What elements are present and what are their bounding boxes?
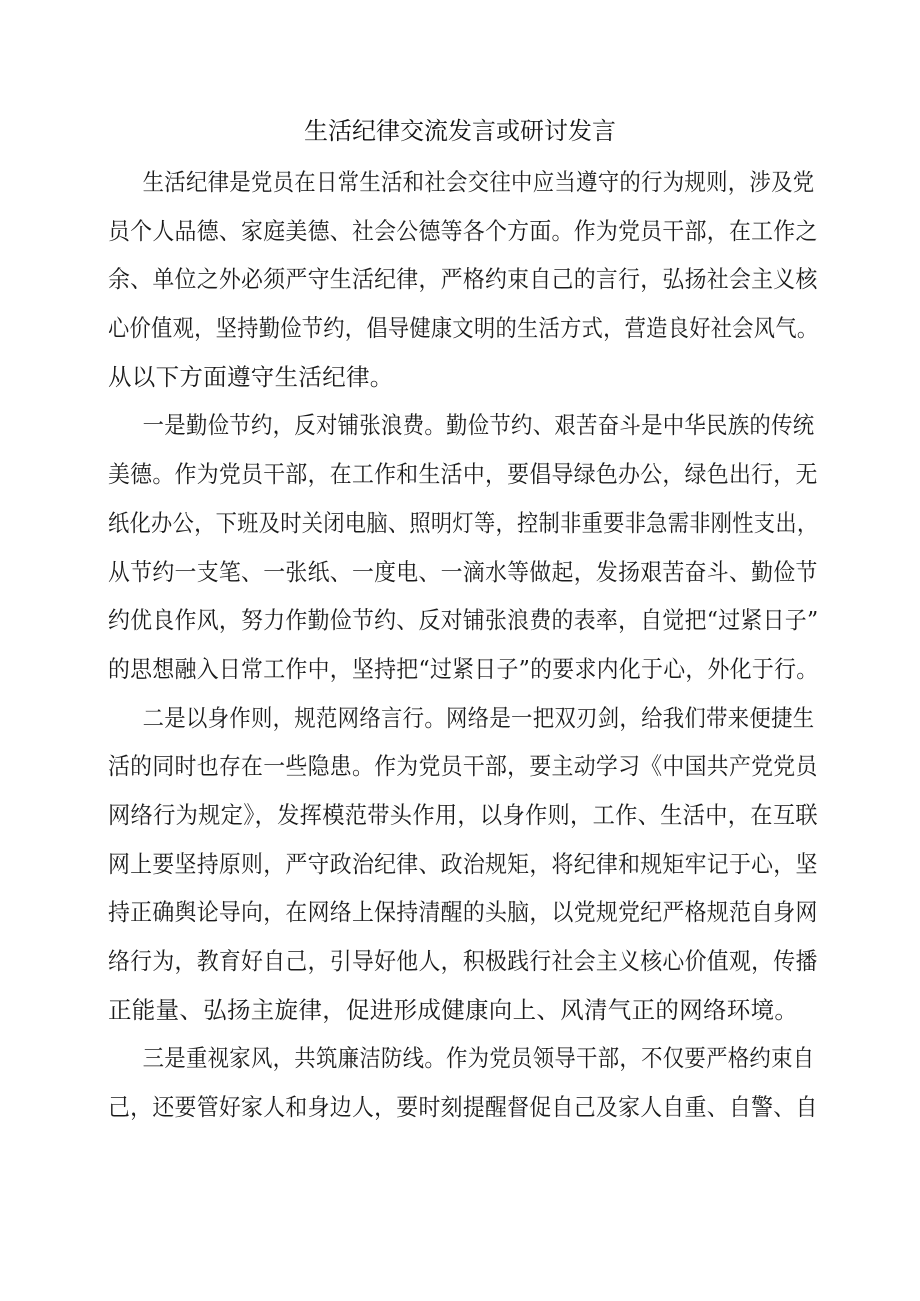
paragraph-family-style <box>108 1034 818 1131</box>
document-body <box>108 158 818 1132</box>
text-line: 三是重视家风，共筑廉洁防线。作为党员领导干部，不仅要严格约束自 <box>142 1044 815 1073</box>
text-line: 从节约一支笔、一张纸、一度电、一滴水等做起，发扬艰苦奋斗、勤俭节 <box>108 557 818 586</box>
paragraph-online-conduct <box>108 694 818 1035</box>
text-line: 的思想融入日常工作中，坚持把“过紧日子”的要求内化于心，外化于行。 <box>108 654 819 683</box>
text-line: 纸化办公，下班及时关闭电脑、照明灯等，控制非重要非急需非刚性支出， <box>108 508 819 537</box>
text-line: 网络行为规定》，发挥模范带头作用，以身作则，工作、生活中，在互联 <box>108 800 818 829</box>
text-line: 生活纪律是党员在日常生活和社会交往中应当遵守的行为规则，涉及党 <box>142 168 815 196</box>
text-line: 络行为，教育好自己，引导好他人，积极践行社会主义核心价值观，传播 <box>108 947 818 975</box>
text-line: 心价值观，坚持勤俭节约，倡导健康文明的生活方式，营造良好社会风气。 <box>108 314 819 343</box>
text-line: 二是以身作则，规范网络言行。网络是一把双刃剑，给我们带来便捷生 <box>142 703 815 732</box>
text-line: 从以下方面遵守生活纪律。 <box>108 362 394 391</box>
text-line: 一是勤俭节约，反对铺张浪费。勤俭节约、艰苦奋斗是中华民族的传统 <box>142 411 815 440</box>
text-line: 己，还要管好家人和身边人，要时刻提醒督促自己及家人自重、自警、自 <box>108 1093 818 1122</box>
text-line: 活的同时也存在一些隐患。作为党员干部，要主动学习《中国共产党党员 <box>108 752 818 781</box>
paragraph-intro <box>108 158 818 401</box>
text-line: 余、单位之外必须严守生活纪律，严格约束自己的言行，弘扬社会主义核 <box>108 265 818 294</box>
text-line: 持正确舆论导向，在网络上保持清醒的头脑，以党规党纪严格规范自身网 <box>108 898 818 927</box>
text-line: 员个人品德、家庭美德、社会公德等各个方面。作为党员干部，在工作之 <box>108 216 818 245</box>
text-line: 网上要坚持原则，严守政治纪律、政治规矩，将纪律和规矩牢记于心，坚 <box>108 849 818 878</box>
document-title: 生活纪律交流发言或研讨发言 <box>304 117 616 145</box>
text-line: 正能量、弘扬主旋律，促进形成健康向上、风清气正的网络环境。 <box>108 995 799 1024</box>
paragraph-frugality <box>108 401 818 693</box>
text-line: 约优良作风，努力作勤俭节约、反对铺张浪费的表率，自觉把“过紧日子” <box>108 606 819 635</box>
text-line: 美德。作为党员干部，在工作和生活中，要倡导绿色办公，绿色出行，无 <box>108 460 818 489</box>
